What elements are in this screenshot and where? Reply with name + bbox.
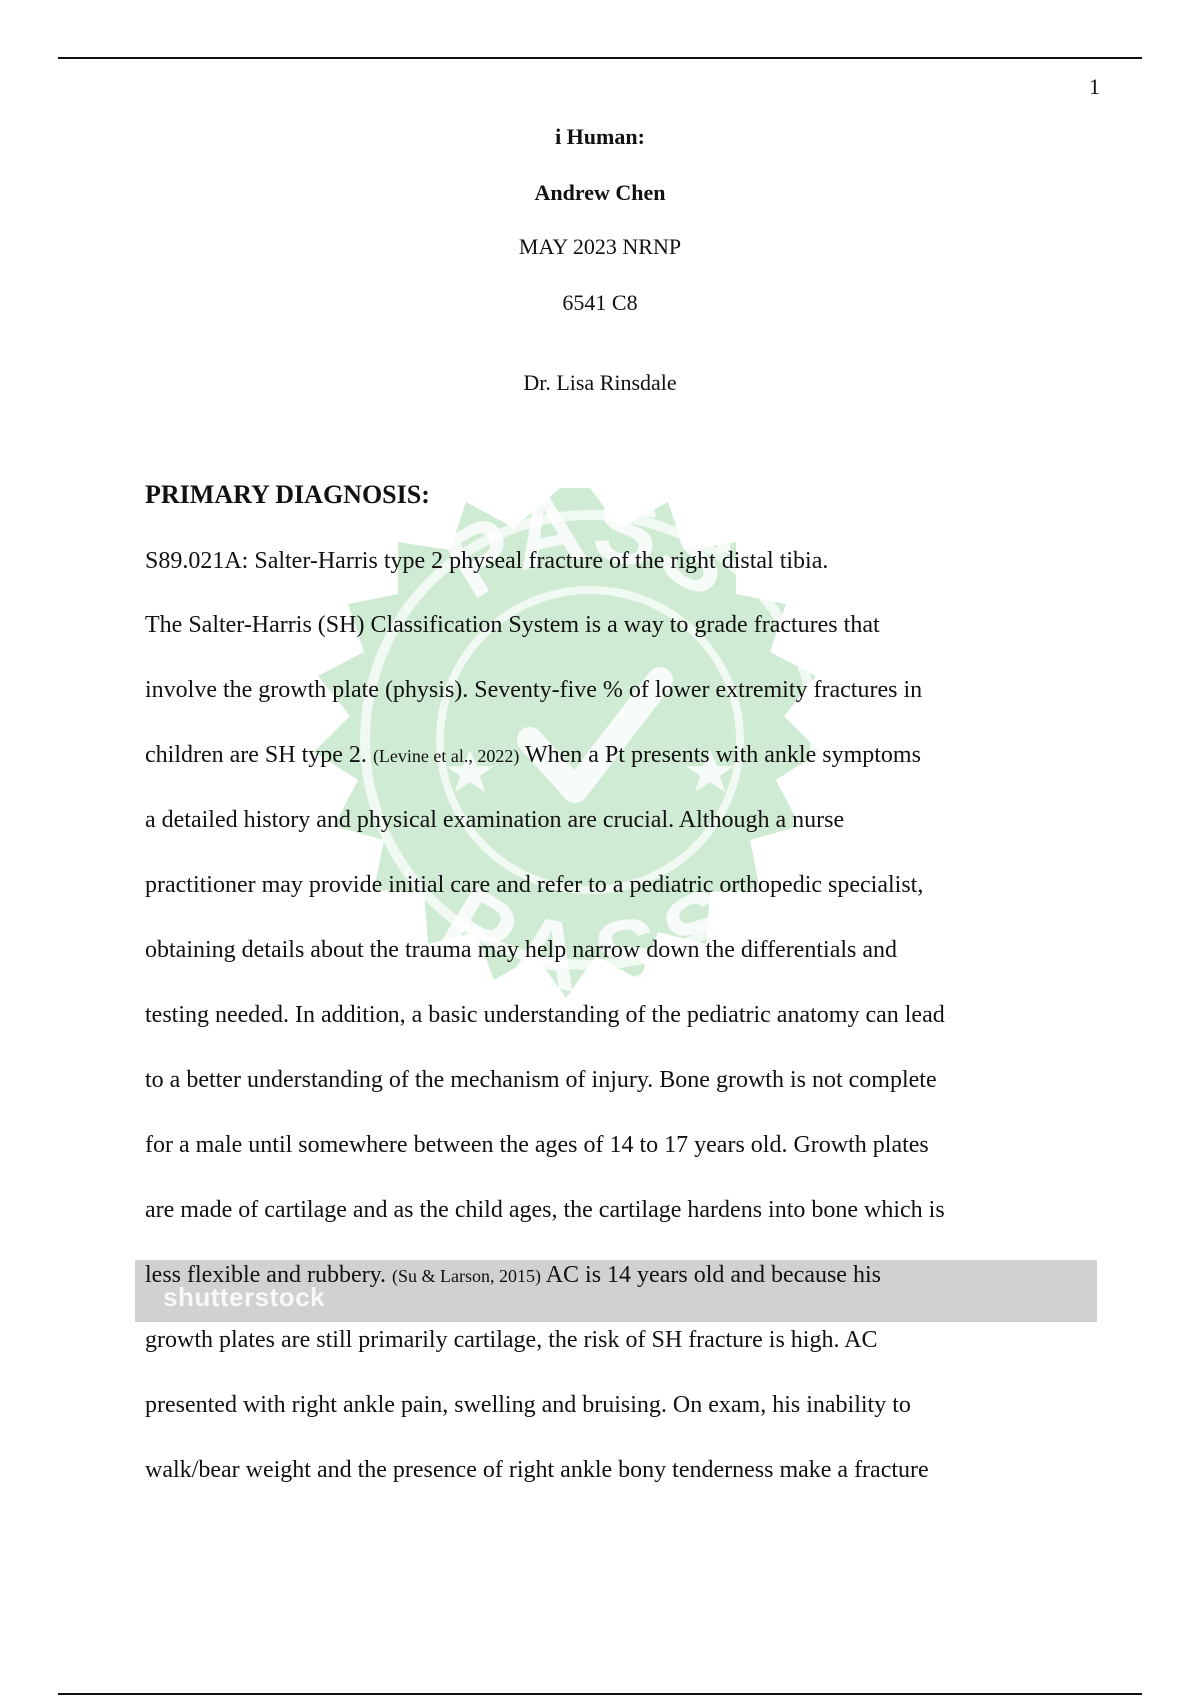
body-line: The Salter-Harris (SH) Classification System is a way to grade fractures that <box>145 612 880 638</box>
course-code: 6541 C8 <box>562 290 638 315</box>
body-text: When a Pt presents with ankle symptoms <box>524 742 921 768</box>
page-number: 1 <box>1089 74 1100 99</box>
pass-stamp-watermark <box>270 420 910 1060</box>
body-line: growth plates are still primarily cartilage, the risk of SH fracture is high. AC <box>145 1327 878 1353</box>
header-rule <box>58 57 1142 59</box>
document-title: i Human: <box>555 124 645 149</box>
body-line: are made of cartilage and as the child ages, the cartilage hardens into bone which is <box>145 1197 945 1223</box>
body-line: a detailed history and physical examination are crucial. Although a nurse <box>145 807 845 833</box>
body-line: testing needed. In addition, a basic understanding of the pediatric anatomy can lead <box>145 1002 945 1028</box>
instructor-name: Dr. Lisa Rinsdale <box>523 370 677 395</box>
body-line: presented with right ankle pain, swelling and bruising. On exam, his inability to <box>145 1392 911 1418</box>
body-text: less flexible and rubbery. <box>145 1262 387 1288</box>
body-line <box>145 742 921 769</box>
body-line: to a better understanding of the mechanism of injury. Bone growth is not complete <box>145 1067 937 1093</box>
section-heading: PRIMARY DIAGNOSIS: <box>145 480 430 509</box>
stamp-text-top: PASS <box>427 472 752 620</box>
citation: (Levine et al., 2022) <box>372 746 520 766</box>
term-label: MAY 2023 NRNP <box>518 234 682 259</box>
body-line: for a male until somewhere between the ages of 14 to 17 years old. Growth plates <box>145 1132 929 1158</box>
body-line: practitioner may provide initial care and refer to a pediatric orthopedic specialist, <box>145 872 924 898</box>
body-line: involve the growth plate (physis). Seventy-five % of lower extremity fractures in <box>145 677 923 703</box>
author-name: Andrew Chen <box>534 180 666 205</box>
citation: (Su & Larson, 2015) <box>392 1266 542 1286</box>
stamp-text-bottom: PASS <box>424 865 755 1013</box>
body-line: walk/bear weight and the presence of right ankle bony tenderness make a fracture <box>145 1457 929 1483</box>
body-line: obtaining details about the trauma may help narrow down the differentials and <box>145 937 898 963</box>
body-line <box>145 1262 881 1289</box>
body-line: S89.021A: Salter-Harris type 2 physeal fracture of the right distal tibia. <box>145 548 829 574</box>
body-text: children are SH type 2. <box>145 742 367 768</box>
body-text: AC is 14 years old and because his <box>545 1262 881 1288</box>
footer-rule <box>58 1693 1142 1695</box>
stock-watermark-logo: shutterstock <box>163 1282 326 1312</box>
